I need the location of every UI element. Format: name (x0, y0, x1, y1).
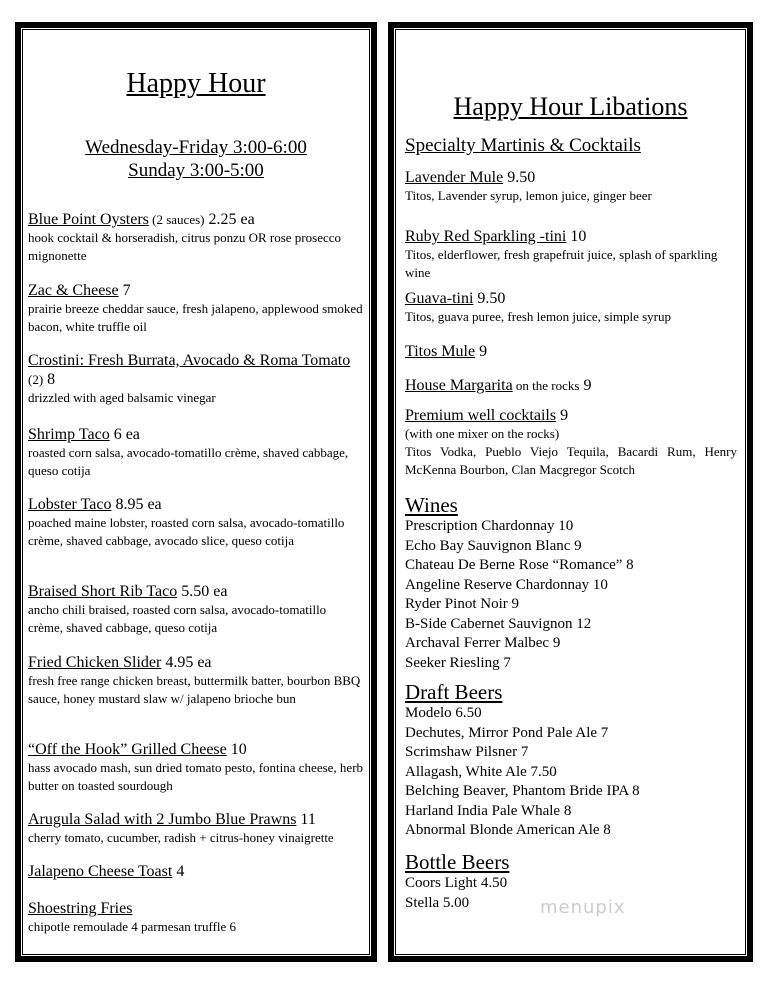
item-description: ancho chili braised, roasted corn salsa, avocado-tomatillo crème, shaved cabbage, queso cotija (28, 602, 327, 635)
item-price: 7 (118, 282, 131, 299)
happy-hour-title: Happy Hour (126, 68, 266, 99)
menu-item (28, 351, 364, 407)
draft-beer-item: Modelo 6.50 (405, 705, 482, 721)
menu-item (28, 495, 364, 550)
item-name: “Off the Hook” Grilled Cheese (28, 741, 227, 758)
item-description-2: Titos Vodka, Pueblo Viejo Tequila, Bacardi Rum, Henry McKenna Bourbon, Clan Macgregor Scotch (405, 444, 737, 477)
bottle-beer-item: Stella 5.00 (405, 894, 470, 911)
item-name: Shoestring Fries (28, 900, 133, 917)
wine-item: Angeline Reserve Chardonnay 10 (405, 576, 608, 593)
item-description: prairie breeze cheddar sauce, fresh jalapeno, applewood smoked bacon, white truffle oil (28, 301, 363, 334)
menu-item (405, 168, 737, 205)
item-price: 9 (556, 407, 569, 424)
item-price: 9 (475, 343, 488, 360)
item-price: 10 (226, 741, 247, 758)
item-price: 5.50 ea (177, 583, 228, 600)
item-note: (2) (28, 372, 44, 387)
item-price: 2.25 ea (204, 211, 255, 228)
item-description: (with one mixer on the rocks) (405, 426, 560, 441)
menu-item (28, 281, 364, 336)
menu-item (28, 582, 364, 637)
item-description: Titos, guava puree, fresh lemon juice, simple syrup (405, 309, 671, 324)
draft-beer-item: Abnormal Blonde American Ale 8 (405, 822, 611, 838)
item-description: drizzled with aged balsamic vinegar (28, 390, 216, 405)
menu-item (405, 227, 737, 282)
item-name: Lobster Taco (28, 496, 112, 513)
libations-title: Happy Hour Libations (453, 92, 688, 121)
draft-beer-item: Belching Beaver, Phantom Bride IPA 8 (405, 783, 640, 799)
item-description: Titos, Lavender syrup, lemon juice, ginger beer (405, 188, 652, 203)
menu-item (405, 406, 737, 479)
item-name: Premium well cocktails (405, 407, 557, 424)
item-name: Zac & Cheese (28, 282, 119, 299)
item-name: Lavender Mule (405, 169, 504, 186)
item-price: 6 ea (109, 426, 140, 443)
draft-beer-item: Dechutes, Mirror Pond Pale Ale 7 (405, 724, 609, 741)
bottle-beer-item: Coors Light 4.50 (405, 875, 508, 891)
menu-item (28, 653, 364, 708)
item-name: Crostini: Fresh Burrata, Avocado & Roma Tomato (28, 352, 351, 369)
item-price: 10 (566, 228, 587, 245)
wine-item: Chateau De Berne Rose “Romance” 8 (405, 557, 634, 573)
wine-heading: Wines (405, 493, 458, 517)
item-name: Jalapeno Cheese Toast (28, 863, 173, 880)
menu-item (28, 810, 364, 847)
menu-item (405, 289, 737, 326)
wine-item: Ryder Pinot Noir 9 (405, 596, 519, 612)
item-name: Arugula Salad with 2 Jumbo Blue Prawns (28, 811, 297, 828)
item-description: poached maine lobster, roasted corn salsa, avocado-tomatillo crème, shaved cabbage, avocado slice, queso cotija (28, 515, 345, 548)
cocktails-heading: Specialty Martinis & Cocktails (405, 135, 641, 156)
menupix-watermark: menupix (540, 897, 626, 918)
item-name: House Margarita (405, 377, 513, 394)
wine-item: Seeker Riesling 7 (405, 654, 511, 671)
item-description: fresh free range chicken breast, buttermilk batter, bourbon BBQ sauce, honey mustard slaw w/ jalapeno brioche bun (28, 673, 361, 706)
draft-beer-item: Scrimshaw Pilsner 7 (405, 744, 529, 760)
draft-beer-item: Allagash, White Ale 7.50 (405, 763, 557, 780)
menu-item (28, 210, 364, 265)
wine-item: Echo Bay Sauvignon Blanc 9 (405, 537, 582, 554)
hours-sunday: Sunday 3:00-5:00 (128, 160, 264, 181)
item-note: (2 sauces) (148, 212, 205, 227)
item-price: 9 (579, 377, 592, 394)
menu-item (28, 899, 364, 936)
menu-item (405, 376, 737, 395)
item-description: roasted corn salsa, avocado-tomatillo crème, shaved cabbage, queso cotija (28, 445, 349, 478)
item-description: Titos, elderflower, fresh grapefruit juice, splash of sparkling wine (405, 247, 718, 280)
item-name: Shrimp Taco (28, 426, 110, 443)
item-name: Fried Chicken Slider (28, 654, 162, 671)
menu-item (28, 740, 364, 795)
item-price: 4 (172, 863, 185, 880)
hours-weekday: Wednesday-Friday 3:00-6:00 (85, 137, 307, 158)
item-price: 9.50 (503, 169, 536, 186)
draft-beer-item: Harland India Pale Whale 8 (405, 802, 572, 819)
item-description: hook cocktail & horseradish, citrus ponzu OR rose prosecco mignonette (28, 230, 342, 263)
item-name: Titos Mule (405, 343, 476, 360)
menu-item (28, 862, 364, 881)
item-name: Blue Point Oysters (28, 211, 149, 228)
item-name: Braised Short Rib Taco (28, 583, 178, 600)
item-price: 11 (296, 811, 316, 828)
item-price: 8 (43, 371, 56, 388)
wine-item: Archaval Ferrer Malbec 9 (405, 635, 561, 651)
item-note: on the rocks (512, 378, 580, 393)
menu-item (28, 425, 364, 480)
menu-item (405, 342, 737, 361)
draft-beer-heading: Draft Beers (405, 680, 503, 704)
bottle-beer-heading: Bottle Beers (405, 850, 510, 874)
item-price: 4.95 ea (161, 654, 212, 671)
item-description: hass avocado mash, sun dried tomato pesto, fontina cheese, herb butter on toasted sourdough (28, 760, 364, 793)
item-price: 8.95 ea (111, 496, 162, 513)
item-description: chipotle remoulade 4 parmesan truffle 6 (28, 919, 237, 934)
item-price: 9.50 (473, 290, 506, 307)
item-name: Ruby Red Sparkling -tini (405, 228, 567, 245)
item-name: Guava-tini (405, 290, 474, 307)
wine-item: B-Side Cabernet Sauvignon 12 (405, 615, 592, 632)
item-description: cherry tomato, cucumber, radish + citrus-honey vinaigrette (28, 830, 334, 845)
wine-item: Prescription Chardonnay 10 (405, 518, 574, 534)
